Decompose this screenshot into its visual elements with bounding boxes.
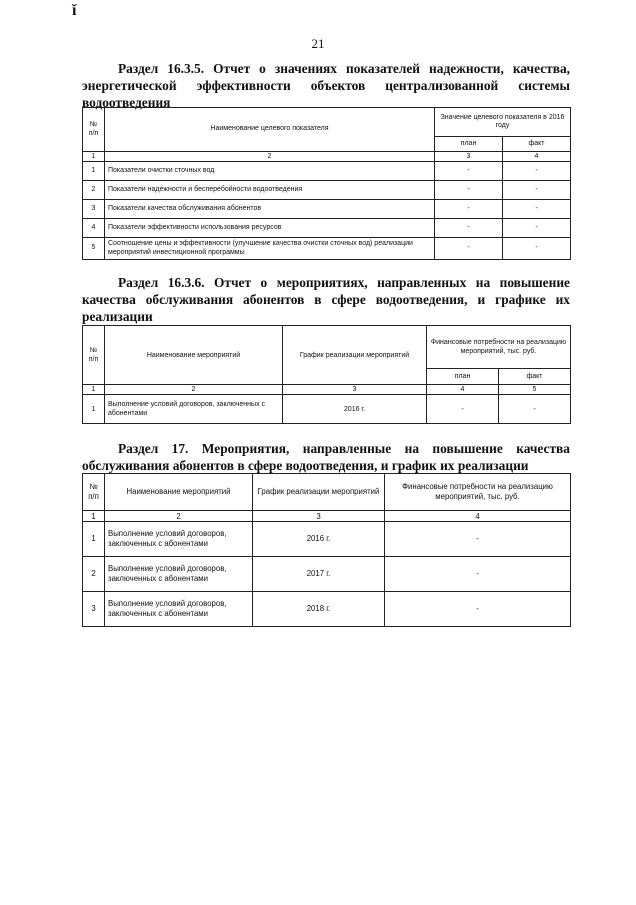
section-title-16-3-6: Раздел 16.3.6. Отчет о мероприятиях, направленных на повышение качества обслуживания абонентов в сфере водоотведения, и графике их реализации [82,275,570,324]
header-indicator-name: Наименование целевого показателя [105,108,435,152]
header-fact: факт [499,369,571,385]
table-header-row [83,108,571,137]
row-num: 2 [83,557,105,592]
row-fact: - [503,238,571,260]
header-finance: Финансовые потребности на реализацию мероприятий, тыс. руб. [427,326,571,369]
row-fact: - [503,219,571,238]
header-fact: факт [503,137,571,152]
indicators-table [82,107,571,260]
row-plan: - [435,200,503,219]
header-finance: Финансовые потребности на реализацию мероприятий, тыс. руб. [385,474,571,511]
column-number-row [83,385,571,395]
row-num: 3 [83,592,105,627]
column-number: 2 [105,152,435,162]
header-event-name: Наименование мероприятий [105,326,283,385]
events-report-table [82,325,571,424]
row-plan: - [427,395,499,424]
column-number: 2 [105,385,283,395]
row-schedule: 2016 г. [283,395,427,424]
column-number: 5 [499,385,571,395]
table-row [83,395,571,424]
row-schedule: 2017 г. [253,557,385,592]
row-name: Показатели эффективности использования ресурсов [105,219,435,238]
row-name: Показатели надежности и бесперебойности водоотведения [105,181,435,200]
row-plan: - [435,219,503,238]
column-number: 1 [83,152,105,162]
column-number: 3 [435,152,503,162]
row-name: Соотношение цены и эффективности (улучшение качества очистки сточных вод) реализации мероприятий инвестиционной программы [105,238,435,260]
row-plan: - [435,238,503,260]
column-number: 1 [83,511,105,522]
row-plan: - [435,181,503,200]
header-plan: план [435,137,503,152]
row-plan: - [435,162,503,181]
header-plan: план [427,369,499,385]
row-num: 3 [83,200,105,219]
table-row [83,238,571,260]
column-number-row [83,511,571,522]
row-schedule: 2016 г. [253,522,385,557]
column-number: 3 [283,385,427,395]
row-num: 4 [83,219,105,238]
table-row [83,219,571,238]
row-fact: - [503,181,571,200]
column-number: 2 [105,511,253,522]
table-row [83,200,571,219]
header-num: № п/п [83,474,105,511]
header-schedule: График реализации мероприятий [283,326,427,385]
row-fact: - [503,162,571,181]
header-value-2016: Значение целевого показателя в 2016 году [435,108,571,137]
row-num: 1 [83,522,105,557]
row-finance: - [385,592,571,627]
row-name: Выполнение условий договоров, заключенных с абонентами [105,557,253,592]
column-number: 4 [503,152,571,162]
row-num: 1 [83,162,105,181]
column-number-row [83,152,571,162]
column-number: 4 [385,511,571,522]
row-name: Показатели качества обслуживания абонентов [105,200,435,219]
header-num: № п/п [83,108,105,152]
page-number: 21 [311,36,325,51]
header-event-name: Наименование мероприятий [105,474,253,511]
row-fact: - [499,395,571,424]
table-header-row [83,474,571,511]
table-row [83,592,571,627]
row-name: Показатели очистки сточных вод [105,162,435,181]
row-num: 1 [83,395,105,424]
row-name: Выполнение условий договоров, заключенных с абонентами [105,592,253,627]
column-number: 1 [83,385,105,395]
table-row [83,522,571,557]
corner-mark: ǐ [72,2,77,19]
section-title-17: Раздел 17. Мероприятия, направленные на повышение качества обслуживания абонентов в сфере водоотведения, и график их реализации [82,441,570,473]
table-header-row [83,326,571,369]
table-row [83,557,571,592]
row-finance: - [385,522,571,557]
header-num: № п/п [83,326,105,385]
table-row [83,181,571,200]
row-name: Выполнение условий договоров, заключенных с абонентами [105,522,253,557]
column-number: 4 [427,385,499,395]
section-title-16-3-5: Раздел 16.3.5. Отчет о значениях показателей надежности, качества, энергетической эффективности объектов централизованной системы водоотведения [82,61,570,110]
row-num: 2 [83,181,105,200]
header-schedule: График реализации мероприятий [253,474,385,511]
table-row [83,162,571,181]
row-finance: - [385,557,571,592]
row-fact: - [503,200,571,219]
row-name: Выполнение условий договоров, заключенных с абонентами [105,395,283,424]
events-schedule-table [82,473,571,627]
column-number: 3 [253,511,385,522]
row-schedule: 2018 г. [253,592,385,627]
row-num: 5 [83,238,105,260]
